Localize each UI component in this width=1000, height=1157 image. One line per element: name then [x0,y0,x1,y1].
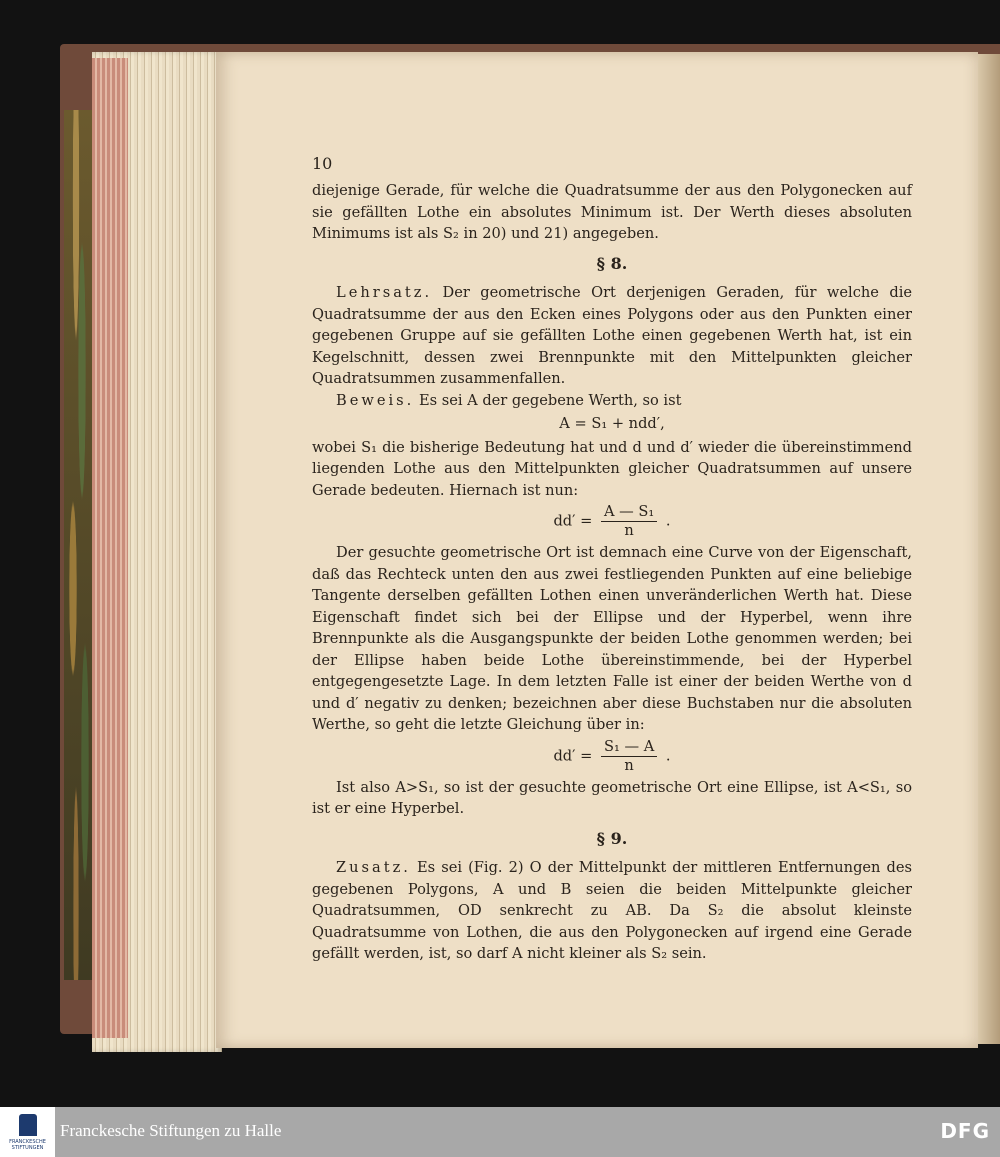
page-number: 10 [312,154,333,173]
beweis-text: Es sei A der gegebene Werth, so ist [418,391,682,409]
paragraph-2: Der gesuchte geometrische Ort ist demnach eine Curve von der Eigenschaft, daß das Rechteck unten den aus zwei festliegenden Punkten auf eine beliebige Tangente derselben gefällten Lothen einen unveränderlichen Werth hat. Diese Eigenschaft findet sich bei der Ellipse und der Hyperbel, wenn ihre Brennpunkte als die Ausgangspunkte der beiden Lothe genommen werden; bei der Ellipse haben beide Lothe übereinstimmende, bei der Hyperbel entgegengesetzte Lage. In dem letzten Falle ist einer der beiden Werthe von d und d′ negativ zu denken; bezeichnen aber diese Buchstaben nur die absoluten Werthe, so geht die letzte Gleichung über in: [312,544,912,733]
zusatz-text: Es sei (Fig. 2) O der Mittelpunkt der mittleren Entfernungen des gegebenen Polygons, A und B seien die beiden Mittelpunkte gleicher Quadratsummen, OD senkrecht zu AB. Da S₂ die absolut kleinste Quadratsumme von Lothen, die aus den Polygonecken auf irgend eine Gerade gefällt werden, ist, so darf A nicht kleiner als S₂ sein. [312,859,912,962]
after-formula-1: wobei S₁ die bisherige Bedeutung hat und d und d′ wieder die übereinstimmend liegenden Lothe aus den Mittelpunkten gleicher Quadratsummen auf unsere Gerade bedeuten. Hiernach ist nun: [312,438,912,499]
formula-3-denominator: n [624,756,634,774]
beweis-label: Beweis. [336,391,415,409]
formula-2-denominator: n [624,522,634,539]
section-8-heading: § 8. [596,253,628,273]
footer-title[interactable]: Franckesche Stiftungen zu Halle [60,1121,282,1140]
marbled-spine [64,110,94,980]
page-text [312,180,912,965]
footer-bar [0,1107,1000,1157]
formula-3-fraction [601,738,657,775]
formula-2-lhs: dd′ = [553,512,593,530]
lehrsatz-paragraph [312,282,912,390]
logo-text: FRANCKESCHE STIFTUNGEN [9,1138,46,1151]
formula-2-end: . [665,512,671,530]
zusatz-paragraph [312,857,912,965]
lehrsatz-label: Lehrsatz. [336,284,433,301]
lehrsatz-text: Der geometrische Ort derjenigen Geraden, für welche die Quadratsumme der aus den Ecken eines Polygons oder aus den Punkten einer gegebenen Gruppe auf sie gefällten Lothe einen gegebenen Werth hat, ist ein Kegelschnitt, dessen zwei Brennpunkte mit den Mittelpunkten gleicher Quadratsummen zusammenfallen. [312,284,912,387]
section-9-heading: § 9. [596,828,628,848]
dfg-logo[interactable]: DFG [940,1119,990,1143]
formula-2-numerator: A — S₁ [601,503,657,522]
building-icon [19,1114,37,1136]
formula-2 [312,503,912,540]
beweis-paragraph [312,390,912,412]
zusatz-label: Zusatz. [336,859,411,876]
formula-1: A = S₁ + ndd′, [559,415,665,432]
page-edges-red [92,58,128,1038]
intro-paragraph: diejenige Gerade, für welche die Quadratsumme der aus den Polygonecken auf sie gefällten Lothe ein absolutes Minimum ist. Der Werth dieses absoluten Minimums ist als S₂ in 20) und 21) angegeben. [312,182,912,242]
formula-3-numerator: S₁ — A [601,738,657,757]
page-right-edge [978,54,1000,1044]
paragraph-3: Ist also A>S₁, so ist der gesuchte geometrische Ort eine Ellipse, ist A<S₁, so ist er eine Hyperbel. [312,778,912,817]
franckesche-logo[interactable] [0,1107,55,1157]
formula-2-fraction [601,503,657,540]
formula-3-end: . [665,747,671,764]
formula-3-lhs: dd′ = [553,747,593,764]
formula-3 [312,738,912,775]
